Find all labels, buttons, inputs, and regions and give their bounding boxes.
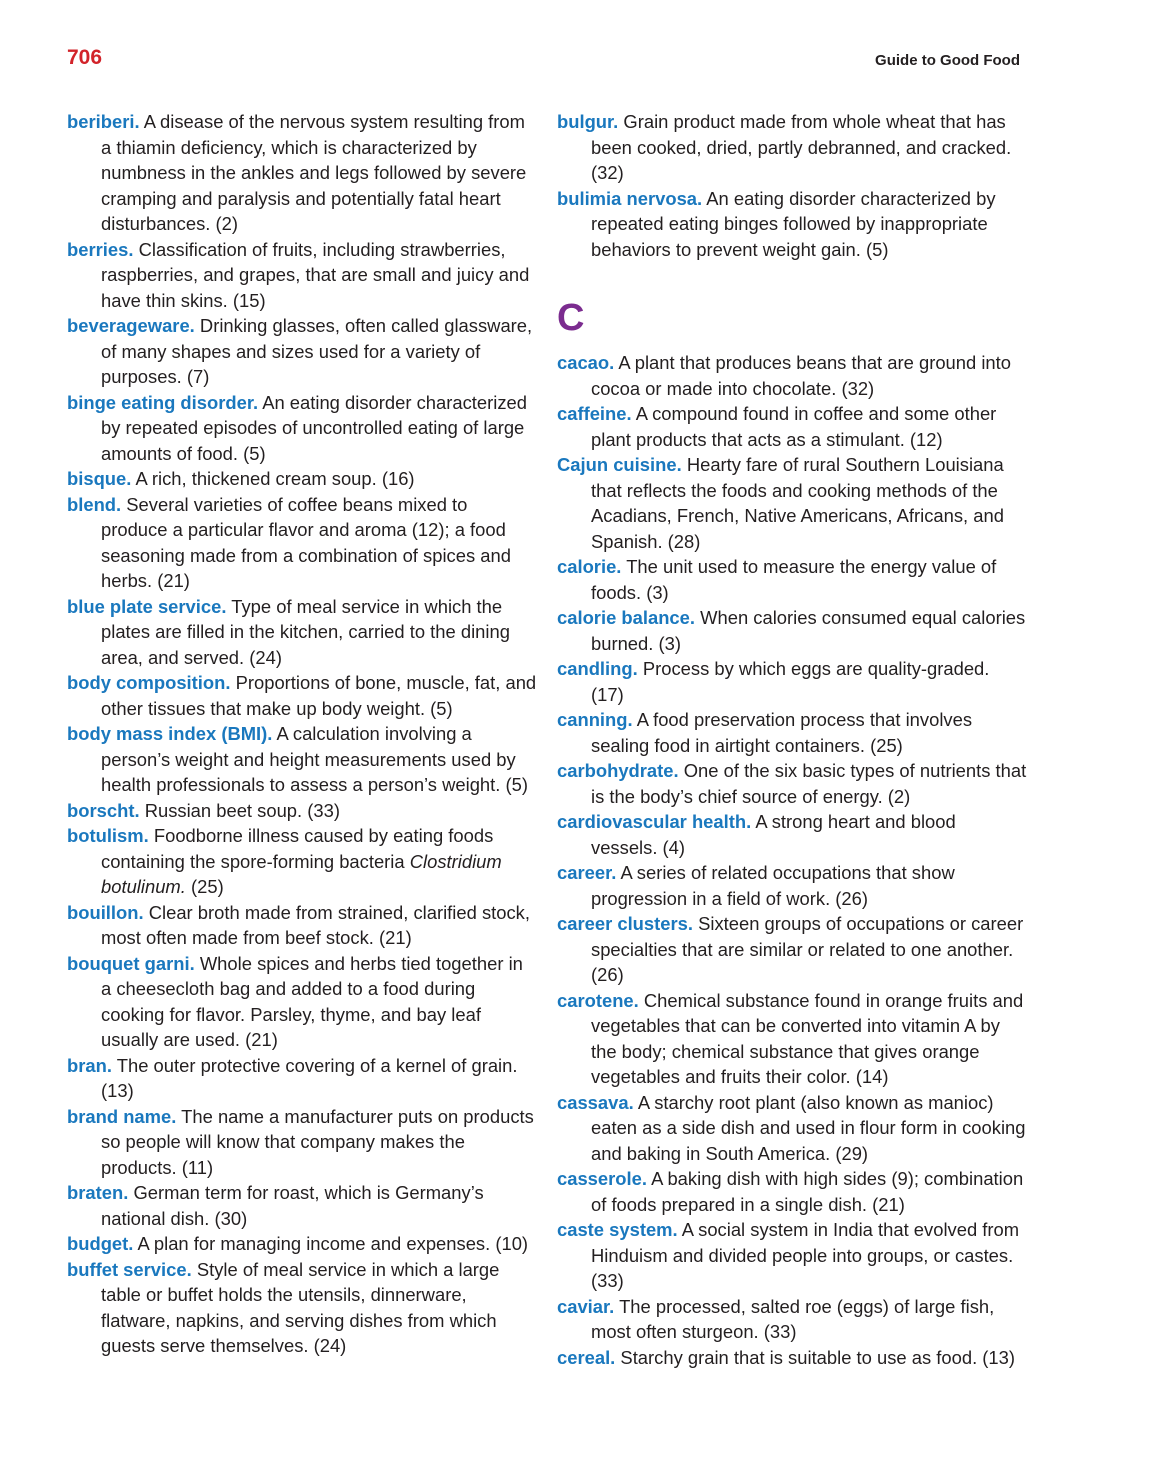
glossary-term: carbohydrate. [557, 760, 679, 781]
glossary-definition: A plant that produces beans that are ground into cocoa or made into chocolate. (32) [591, 352, 1011, 399]
glossary-b-continued [557, 109, 1027, 262]
glossary-definition: A compound found in coffee and some other plant products that acts as a stimulant. (12) [591, 403, 997, 450]
glossary-entry [67, 670, 537, 721]
glossary-entry [557, 911, 1027, 988]
glossary-entry [67, 109, 537, 237]
glossary-definition: Grain product made from whole wheat that has been cooked, dried, partly debranned, and cracked. (32) [591, 111, 1012, 183]
glossary-entry [557, 809, 1027, 860]
glossary-entry [557, 758, 1027, 809]
glossary-definition: A starchy root plant (also known as manioc) eaten as a side dish and used in flour form in cooking and baking in South America. (29) [591, 1091, 1026, 1164]
glossary-entry [557, 707, 1027, 758]
glossary-term: caviar. [557, 1295, 615, 1317]
glossary-entry [557, 605, 1027, 656]
glossary-definition: A social system in India that evolved from Hinduism and divided people into groups, or castes. (33) [591, 1219, 1020, 1291]
glossary-definition: Type of meal service in which the plates are filled in the kitchen, carried to the dining area, and served. (24) [101, 595, 510, 668]
glossary-term: bisque. [67, 468, 132, 489]
glossary-term: career clusters. [557, 913, 693, 934]
glossary-term: blue plate service. [67, 595, 227, 617]
glossary-definition: Russian beet soup. (33) [144, 799, 340, 821]
glossary-entry [67, 721, 537, 798]
glossary-entry [557, 401, 1027, 452]
glossary-definition: Whole spices and herbs tied together in a cheesecloth bag and added to a food during cooking for flavor. Parsley, thyme, and bay leaf usually are used. (21) [101, 952, 523, 1050]
section-letter: C [557, 297, 585, 339]
glossary-definition-italic: Clostridium botulinum. [101, 850, 502, 897]
glossary-term: candling. [557, 658, 638, 679]
glossary-entry [557, 1217, 1027, 1294]
glossary-term: bulimia nervosa. [557, 187, 703, 209]
glossary-definition: A rich, thickened cream soup. (16) [135, 468, 415, 489]
glossary-definition: Chemical substance found in orange fruits and vegetables that can be converted into vitamin A by the body; chemical substance that gives orange vegetables and fruits their color. (14) [591, 989, 1024, 1087]
glossary-entry [67, 1053, 537, 1104]
glossary-definition: A food preservation process that involves sealing food in airtight containers. (25) [591, 709, 973, 756]
glossary-term: braten. [67, 1182, 129, 1203]
glossary-definition: A baking dish with high sides (9); combination of foods prepared in a single dish. (21) [591, 1168, 1024, 1215]
glossary-term: body composition. [67, 672, 231, 693]
glossary-definition: A strong heart and blood vessels. (4) [591, 811, 956, 858]
glossary-term: bouillon. [67, 901, 144, 923]
glossary-definition: A disease of the nervous system resulting from a thiamin deficiency, which is characterized by numbness in the ankles and legs followed by severe cramping and paralysis and potentially fatal heart disturbances. (2) [101, 111, 527, 234]
glossary-entry [67, 313, 537, 390]
glossary-term: bulgur. [557, 111, 619, 132]
glossary-term: calorie. [557, 556, 622, 577]
glossary-entry [557, 554, 1027, 605]
glossary-term: calorie balance. [557, 607, 696, 628]
glossary-entry [557, 1166, 1027, 1217]
glossary-term: bran. [67, 1054, 112, 1076]
glossary-term: brand name. [67, 1105, 177, 1127]
glossary-term: berries. [67, 238, 134, 260]
glossary-definition: The processed, salted roe (eggs) of large fish, most often sturgeon. (33) [591, 1295, 995, 1342]
glossary-entry [557, 1090, 1027, 1167]
glossary-entry [557, 988, 1027, 1090]
glossary-entry [557, 656, 1027, 707]
glossary-term: cacao. [557, 352, 615, 373]
page-number: 706 [67, 46, 103, 69]
glossary-definition: A series of related occupations that show progression in a field of work. (26) [591, 862, 955, 909]
glossary-term: cereal. [557, 1346, 616, 1368]
glossary-entry [67, 390, 537, 467]
glossary-definition: Process by which eggs are quality-graded. (17) [591, 658, 990, 705]
glossary-entry [67, 951, 537, 1053]
glossary-term: beriberi. [67, 111, 140, 132]
glossary-term: bouquet garni. [67, 952, 195, 974]
glossary-entry [67, 1104, 537, 1181]
glossary-entry [557, 860, 1027, 911]
glossary-definition: An eating disorder characterized by repeated episodes of uncontrolled eating of large amounts of food. (5) [101, 391, 527, 464]
glossary-entry [557, 109, 1027, 186]
glossary-definition: An eating disorder characterized by repeated eating binges followed by inappropriate behaviors to prevent weight gain. (5) [591, 187, 996, 260]
glossary-column-left [67, 109, 537, 1359]
glossary-term: cardiovascular health. [557, 811, 752, 832]
glossary-definition: Classification of fruits, including strawberries, raspberries, and grapes, that are small and juicy and have thin skins. (15) [101, 238, 530, 311]
glossary-definition: Several varieties of coffee beans mixed to produce a particular flavor and aroma (12); a food seasoning made from a combination of spices and herbs. (21) [101, 493, 511, 591]
glossary-definition: A calculation involving a person’s weight and height measurements used by health professionals to assess a person’s weight. (5) [101, 723, 528, 795]
glossary-definition: When calories consumed equal calories burned. (3) [591, 607, 1026, 654]
glossary-c-entries [557, 350, 1027, 1370]
running-head: Guide to Good Food [875, 52, 1020, 69]
glossary-entry [67, 1180, 537, 1231]
glossary-entry [67, 1231, 537, 1257]
glossary-term: career. [557, 862, 617, 883]
glossary-definition: Proportions of bone, muscle, fat, and other tissues that make up body weight. (5) [101, 672, 537, 719]
glossary-term: canning. [557, 709, 633, 730]
glossary-term: budget. [67, 1233, 134, 1254]
glossary-entry [67, 1257, 537, 1359]
glossary-definition: Starchy grain that is suitable to use as food. (13) [620, 1346, 1016, 1368]
glossary-entry [67, 823, 537, 900]
glossary-term: buffet service. [67, 1258, 192, 1280]
glossary-term: caste system. [557, 1219, 678, 1240]
glossary-definition: Foodborne illness caused by eating foods containing the spore-forming bacteria [101, 825, 494, 872]
glossary-entry [557, 350, 1027, 401]
glossary-definition: The outer protective covering of a kernel of grain. (13) [101, 1054, 518, 1101]
glossary-term: botulism. [67, 825, 149, 846]
glossary-definition: Sixteen groups of occupations or career specialties that are similar or related to one another. (26) [591, 913, 1024, 985]
glossary-entry [67, 237, 537, 314]
glossary-definition: Drinking glasses, often called glassware, of many shapes and sizes used for a variety of purposes. (7) [101, 315, 533, 387]
glossary-definition: One of the six basic types of nutrients that is the body’s chief source of energy. (2) [591, 760, 1027, 807]
glossary-definition: Hearty fare of rural Southern Louisiana that reflects the foods and cooking methods of the Acadians, French, Native Americans, Africans, and Spanish. (28) [591, 454, 1004, 552]
glossary-definition: A plan for managing income and expenses. (10) [137, 1233, 529, 1254]
glossary-definition-chapter: (25) [190, 876, 224, 897]
glossary-definition: Clear broth made from strained, clarified stock, most often made from beef stock. (21) [101, 901, 530, 948]
glossary-term: beverageware. [67, 315, 195, 336]
glossary-definition: German term for roast, which is Germany’s national dish. (30) [101, 1182, 484, 1229]
glossary-term: caffeine. [557, 403, 632, 424]
glossary-term: blend. [67, 493, 122, 515]
glossary-entry [557, 452, 1027, 554]
glossary-entry [557, 186, 1027, 263]
glossary-entry [67, 466, 537, 492]
glossary-entry [557, 1294, 1027, 1345]
glossary-term: binge eating disorder. [67, 391, 259, 413]
glossary-definition: The name a manufacturer puts on products so people will know that company makes the products. (11) [101, 1105, 534, 1178]
glossary-entry [67, 900, 537, 951]
glossary-term: Cajun cuisine. [557, 454, 682, 475]
glossary-term: casserole. [557, 1168, 647, 1189]
glossary-column-right [557, 109, 1027, 1370]
glossary-term: cassava. [557, 1091, 634, 1113]
glossary-definition: Style of meal service in which a large table or buffet holds the utensils, dinnerware, flatware, napkins, and serving dishes from which guests serve themselves. (24) [101, 1258, 500, 1356]
glossary-definition: The unit used to measure the energy value of foods. (3) [591, 556, 997, 603]
glossary-term: borscht. [67, 799, 140, 821]
glossary-entry [67, 798, 537, 824]
glossary-term: body mass index (BMI). [67, 723, 273, 744]
glossary-entry [67, 492, 537, 594]
glossary-entry [557, 1345, 1027, 1371]
glossary-entry [67, 594, 537, 671]
glossary-term: carotene. [557, 989, 639, 1011]
